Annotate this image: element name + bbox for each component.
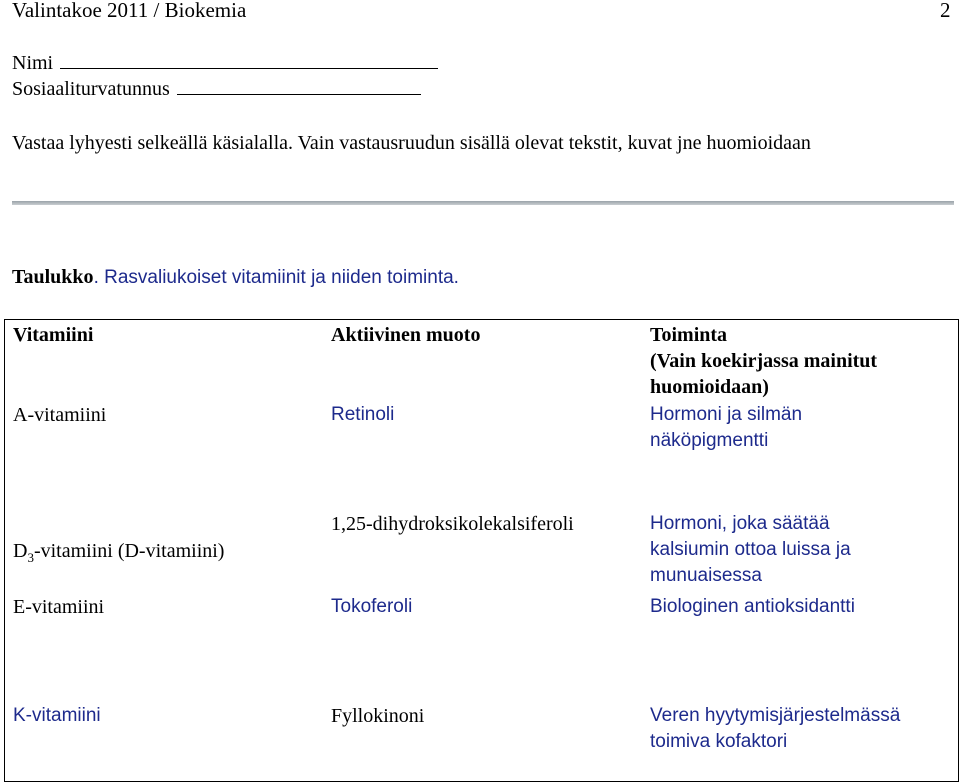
header-function-note: (Vain koekirjassa mainitut huomioidaan) (650, 350, 878, 398)
row-d-vitamin (13, 538, 224, 564)
name-field-row (12, 50, 438, 76)
header-active-form: Aktiivinen muoto (331, 324, 481, 346)
row-d-active-form[interactable]: 1,25-dihydroksikolekalsiferoli (331, 513, 574, 535)
vitamin-table (4, 319, 959, 782)
row-d-vitamin-prefix: D (13, 540, 28, 562)
row-d-vitamin-suffix: -vitamiini (D-vitamiini) (33, 540, 225, 562)
row-e-vitamin: E-vitamiini (13, 596, 105, 618)
document-title: Valintakoe 2011 / Biokemia (12, 0, 247, 22)
ssn-input-line[interactable] (177, 76, 421, 95)
name-input-line[interactable] (60, 50, 438, 69)
name-label: Nimi (12, 52, 54, 74)
ssn-label: Sosiaaliturvatunnus (12, 78, 170, 100)
row-k-function[interactable]: Veren hyytymisjärjestelmässä toimiva kofaktori (650, 705, 901, 752)
table-caption (12, 264, 459, 291)
instructions-text: Vastaa lyhyesti selkeällä käsialalla. Vain vastausruudun sisällä olevat tekstit, kuvat jne huomioidaan (12, 132, 811, 154)
row-a-vitamin: A-vitamiini (13, 404, 107, 426)
caption-text: . Rasvaliukoiset vitamiinit ja niiden toiminta. (93, 267, 459, 288)
row-d-function[interactable]: Hormoni, joka säätää kalsiumin ottoa luissa ja munuaisessa (650, 513, 851, 586)
caption-label: Taulukko (12, 266, 94, 288)
row-a-active-form[interactable]: Retinoli (331, 404, 395, 425)
page-number: 2 (940, 0, 951, 22)
row-d-vitamin-subscript: 3 (27, 550, 34, 565)
section-divider (12, 201, 954, 205)
row-a-function[interactable]: Hormoni ja silmän näköpigmentti (650, 404, 803, 451)
header-function: Toiminta (650, 324, 728, 346)
row-k-vitamin: K-vitamiini (13, 705, 101, 726)
row-e-function[interactable]: Biologinen antioksidantti (650, 596, 855, 617)
row-e-active-form[interactable]: Tokoferoli (331, 596, 413, 617)
row-k-active-form[interactable]: Fyllokinoni (331, 705, 425, 727)
ssn-field-row (12, 76, 421, 102)
header-vitamin: Vitamiini (13, 324, 94, 346)
